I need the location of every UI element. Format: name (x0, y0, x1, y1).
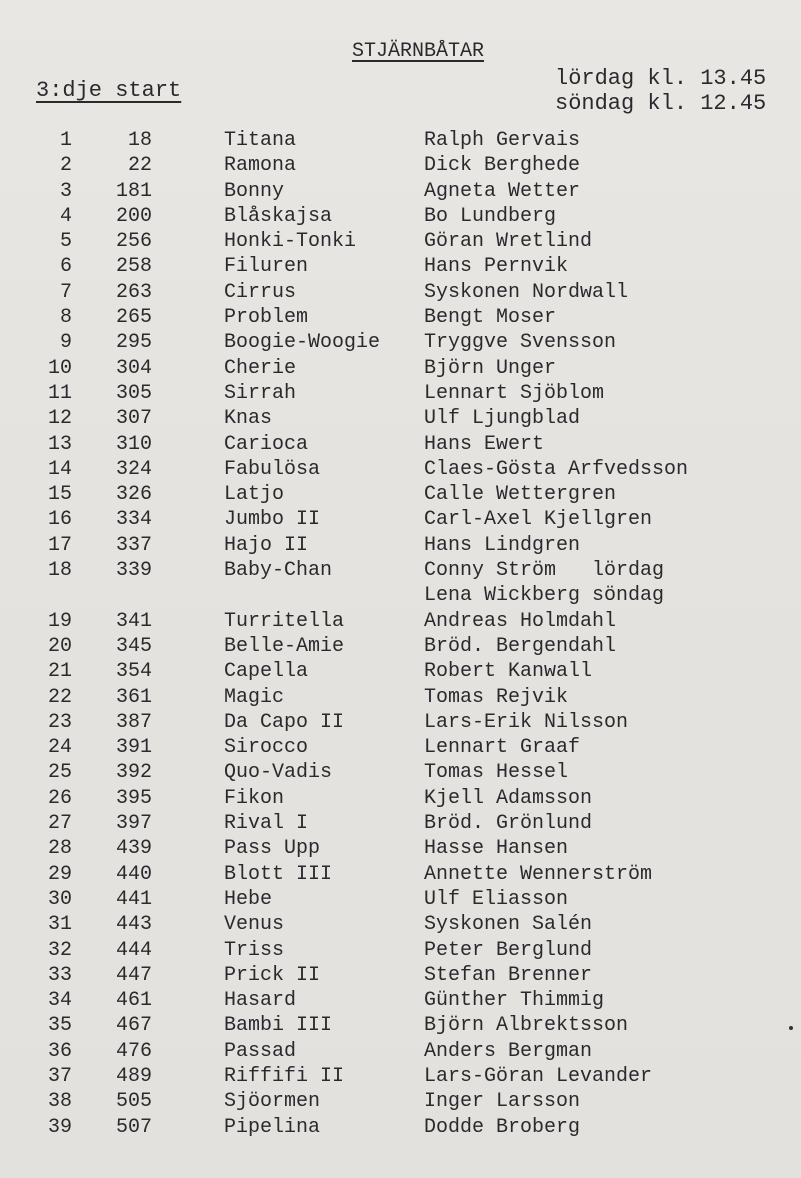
entry-boat-name: Bambi III (224, 1014, 333, 1038)
entry-sail-number: 18 (127, 129, 152, 152)
entry-position: 19 (47, 609, 72, 633)
entry-boat-name: Fabulösa (224, 457, 321, 481)
entry-skipper (424, 533, 580, 558)
entry-position: 28 (47, 837, 72, 861)
entry-position: 20 (47, 634, 72, 658)
entry-sail-number: 305 (115, 381, 152, 405)
entry-skipper (424, 887, 568, 912)
entry-skipper (424, 659, 592, 684)
entry-skipper (424, 179, 580, 204)
entry-boat-name: Ramona (224, 154, 297, 178)
entry-boat-name: Belle-Amie (224, 634, 345, 658)
entry-sail-number: 391 (115, 736, 152, 760)
list-item (0, 760, 801, 785)
entry-skipper-line: Ulf Eliasson (424, 887, 569, 911)
entry-sail-number: 441 (115, 887, 152, 911)
entry-boat-name: Magic (224, 685, 285, 709)
entry-position: 17 (47, 533, 72, 557)
entry-sail-number: 200 (115, 204, 152, 228)
entry-skipper-line: Hans Pernvik (424, 255, 569, 279)
entry-position: 21 (47, 660, 72, 684)
entry-skipper-line: Stefan Brenner (424, 963, 593, 987)
list-item (0, 128, 801, 153)
entry-boat-name: Baby-Chan (224, 559, 333, 583)
entry-sail-number: 392 (115, 761, 152, 785)
entry-sail-number: 395 (115, 786, 152, 810)
entry-position: 14 (47, 457, 72, 481)
list-item (0, 862, 801, 887)
entry-skipper-line: Hans Lindgren (424, 533, 581, 557)
entry-skipper-line: Syskonen Nordwall (424, 280, 629, 304)
entry-sail-number: 444 (115, 938, 152, 962)
list-item (0, 836, 801, 861)
entry-position: 4 (59, 204, 72, 228)
list-item (0, 432, 801, 457)
entry-skipper (424, 862, 652, 887)
entry-boat-name: Triss (224, 938, 285, 962)
entry-skipper-line: Ralph Gervais (424, 129, 581, 152)
entry-skipper-line: Agneta Wetter (424, 179, 581, 203)
entry-skipper (424, 381, 604, 406)
entry-sail-number: 310 (115, 432, 152, 456)
entry-position: 29 (47, 862, 72, 886)
entry-position: 27 (47, 812, 72, 836)
entry-position: 12 (47, 407, 72, 431)
schedule-line-saturday: lördag kl. 13.45 (555, 66, 767, 91)
entry-sail-number: 443 (115, 913, 152, 937)
entry-boat-name: Quo-Vadis (224, 761, 333, 785)
list-item (0, 710, 801, 735)
entry-position: 23 (47, 710, 72, 734)
entry-skipper-line: Bröd. Bergendahl (424, 634, 617, 658)
entry-position: 33 (47, 963, 72, 987)
list-item (0, 507, 801, 532)
entry-boat-name: Knas (224, 407, 273, 431)
entry-skipper (424, 507, 652, 532)
list-item (0, 963, 801, 988)
list-item (0, 1115, 801, 1140)
entry-position: 15 (47, 483, 72, 507)
schedule-line-sunday: söndag kl. 12.45 (555, 91, 767, 116)
entry-skipper (424, 786, 592, 811)
entry-skipper (424, 685, 568, 710)
entry-position: 34 (47, 989, 72, 1013)
entry-skipper-line: Bengt Moser (424, 306, 557, 330)
entry-position: 2 (59, 154, 72, 178)
entry-position: 13 (47, 432, 72, 456)
entry-boat-name: Carioca (224, 432, 309, 456)
entry-position: 11 (47, 381, 72, 405)
entry-skipper (424, 254, 568, 279)
list-item (0, 356, 801, 381)
entry-boat-name: Turritella (224, 609, 345, 633)
entry-skipper (424, 609, 616, 634)
entry-skipper (424, 1089, 580, 1114)
entry-sail-number: 326 (115, 483, 152, 507)
entry-skipper (424, 280, 628, 305)
entry-skipper (424, 432, 544, 457)
paper-speck (789, 1026, 793, 1030)
entry-position: 39 (47, 1115, 72, 1139)
entry-position: 16 (47, 508, 72, 532)
entry-skipper-line: Lennart Sjöblom (424, 381, 605, 405)
entry-position: 1 (59, 129, 72, 152)
entry-boat-name: Da Capo II (224, 710, 345, 734)
entry-boat-name: Hasard (224, 989, 297, 1013)
entry-position: 22 (47, 685, 72, 709)
entry-boat-name: Sjöormen (224, 1090, 321, 1114)
list-item (0, 457, 801, 482)
entry-skipper-line: Dick Berghede (424, 154, 581, 178)
entry-sail-number: 22 (127, 154, 152, 178)
entry-position: 9 (59, 331, 72, 355)
entry-sail-number: 387 (115, 710, 152, 734)
list-item (0, 330, 801, 355)
entry-skipper-line: Tryggve Svensson (424, 331, 617, 355)
entry-skipper-line: Günther Thimmig (424, 989, 605, 1013)
entry-boat-name: Pass Upp (224, 837, 321, 861)
entry-skipper (424, 330, 616, 355)
entry-boat-name: Cirrus (224, 280, 297, 304)
entry-skipper (424, 1115, 580, 1140)
entry-skipper-line: Björn Albrektsson (424, 1014, 629, 1038)
page-title: STJÄRNBÅTAR (352, 40, 485, 63)
entry-sail-number: 341 (115, 609, 152, 633)
entry-position: 31 (47, 913, 72, 937)
entry-position: 37 (47, 1064, 72, 1088)
entry-skipper (424, 938, 592, 963)
entry-list (0, 128, 801, 1140)
entry-skipper-line: Tomas Hessel (424, 761, 569, 785)
entry-skipper-line: Lars-Göran Levander (424, 1064, 653, 1088)
list-item (0, 558, 801, 609)
entry-skipper-line: Lars-Erik Nilsson (424, 710, 629, 734)
entry-skipper-line: Annette Wennerström (424, 862, 653, 886)
entry-boat-name: Problem (224, 306, 309, 330)
entry-skipper-line: Dodde Broberg (424, 1115, 581, 1139)
entry-boat-name: Boogie-Woogie (224, 331, 381, 355)
entry-position: 5 (59, 230, 72, 254)
list-item (0, 406, 801, 431)
entry-skipper-line: Lennart Graaf (424, 736, 581, 760)
entry-skipper (424, 735, 580, 760)
list-item (0, 912, 801, 937)
entry-boat-name: Rival I (224, 812, 309, 836)
list-item (0, 1039, 801, 1064)
entry-sail-number: 256 (115, 230, 152, 254)
entry-skipper (424, 912, 592, 937)
entry-sail-number: 258 (115, 255, 152, 279)
entry-sail-number: 304 (115, 356, 152, 380)
entry-boat-name: Passad (224, 1039, 297, 1063)
entry-skipper (424, 1039, 592, 1064)
entry-sail-number: 447 (115, 963, 152, 987)
entry-sail-number: 489 (115, 1064, 152, 1088)
entry-position: 35 (47, 1014, 72, 1038)
entry-boat-name: Latjo (224, 483, 285, 507)
list-item (0, 482, 801, 507)
entry-skipper-line: Hans Ewert (424, 432, 545, 456)
entry-skipper-line: Bröd. Grönlund (424, 812, 593, 836)
entry-skipper-line: Kjell Adamsson (424, 786, 593, 810)
entry-position: 7 (59, 280, 72, 304)
list-item (0, 305, 801, 330)
entry-skipper-line: Robert Kanwall (424, 660, 593, 684)
entry-skipper (424, 760, 568, 785)
list-item (0, 659, 801, 684)
entry-boat-name: Fikon (224, 786, 285, 810)
entry-skipper (424, 482, 616, 507)
start-label: 3:dje start (36, 78, 182, 103)
list-item (0, 280, 801, 305)
list-item (0, 153, 801, 178)
entry-skipper-line: Björn Unger (424, 356, 557, 380)
entry-boat-name: Jumbo II (224, 508, 321, 532)
entry-position: 3 (59, 179, 72, 203)
entry-skipper (424, 558, 664, 608)
entry-sail-number: 361 (115, 685, 152, 709)
list-item (0, 1064, 801, 1089)
entry-skipper (424, 836, 568, 861)
entry-skipper-line: Conny Ström lördag (424, 559, 665, 583)
entry-position: 8 (59, 306, 72, 330)
entry-position: 26 (47, 786, 72, 810)
entry-sail-number: 476 (115, 1039, 152, 1063)
list-item (0, 533, 801, 558)
list-item (0, 179, 801, 204)
entry-position: 6 (59, 255, 72, 279)
entry-sail-number: 345 (115, 634, 152, 658)
entry-sail-number: 354 (115, 660, 152, 684)
list-item (0, 811, 801, 836)
entry-position: 10 (47, 356, 72, 380)
entry-skipper (424, 710, 628, 735)
entry-sail-number: 265 (115, 306, 152, 330)
entry-boat-name: Hajo II (224, 533, 309, 557)
entry-skipper (424, 204, 556, 229)
entry-skipper-line: Calle Wettergren (424, 483, 617, 507)
entry-sail-number: 467 (115, 1014, 152, 1038)
entry-skipper (424, 634, 616, 659)
entry-sail-number: 397 (115, 812, 152, 836)
list-item (0, 609, 801, 634)
entry-skipper-line: Inger Larsson (424, 1090, 581, 1114)
entry-position: 25 (47, 761, 72, 785)
entry-boat-name: Riffifi II (224, 1064, 345, 1088)
list-item (0, 254, 801, 279)
entry-boat-name: Pipelina (224, 1115, 321, 1139)
entry-skipper (424, 963, 592, 988)
entry-position: 30 (47, 887, 72, 911)
entry-skipper (424, 229, 592, 254)
list-item (0, 1013, 801, 1038)
entry-sail-number: 339 (115, 559, 152, 583)
entry-boat-name: Cherie (224, 356, 297, 380)
entry-boat-name: Titana (224, 129, 297, 152)
entry-boat-name: Filuren (224, 255, 309, 279)
entry-skipper (424, 457, 688, 482)
entry-sail-number: 181 (115, 179, 152, 203)
list-item (0, 229, 801, 254)
entry-skipper-line: Ulf Ljungblad (424, 407, 581, 431)
entry-boat-name: Honki-Tonki (224, 230, 357, 254)
entry-skipper-line: Anders Bergman (424, 1039, 593, 1063)
start-schedule (555, 66, 766, 116)
entry-boat-name: Sirrah (224, 381, 297, 405)
entry-skipper (424, 811, 592, 836)
entry-sail-number: 324 (115, 457, 152, 481)
entry-boat-name: Hebe (224, 887, 273, 911)
entry-skipper-line: Göran Wretlind (424, 230, 593, 254)
list-item (0, 381, 801, 406)
entry-skipper (424, 1013, 628, 1038)
list-item (0, 634, 801, 659)
entry-sail-number: 507 (115, 1115, 152, 1139)
entry-boat-name: Sirocco (224, 736, 309, 760)
list-item (0, 988, 801, 1013)
list-item (0, 685, 801, 710)
entry-sail-number: 439 (115, 837, 152, 861)
list-item (0, 1089, 801, 1114)
list-item (0, 204, 801, 229)
entry-skipper-line: Hasse Hansen (424, 837, 569, 861)
entry-sail-number: 263 (115, 280, 152, 304)
entry-boat-name: Capella (224, 660, 309, 684)
entry-position: 38 (47, 1090, 72, 1114)
entry-sail-number: 295 (115, 331, 152, 355)
entry-skipper (424, 305, 556, 330)
entry-boat-name: Blott III (224, 862, 333, 886)
entry-sail-number: 334 (115, 508, 152, 532)
entry-boat-name: Prick II (224, 963, 321, 987)
list-item (0, 938, 801, 963)
entry-skipper-line: Andreas Holmdahl (424, 609, 617, 633)
entry-skipper (424, 1064, 652, 1089)
entry-skipper (424, 356, 556, 381)
list-item (0, 887, 801, 912)
entry-position: 24 (47, 736, 72, 760)
entry-skipper-line: Peter Berglund (424, 938, 593, 962)
entry-skipper-line: Lena Wickberg söndag (424, 584, 665, 608)
entry-position: 32 (47, 938, 72, 962)
entry-skipper-line: Tomas Rejvik (424, 685, 569, 709)
entry-position: 36 (47, 1039, 72, 1063)
entry-boat-name: Venus (224, 913, 285, 937)
entry-sail-number: 337 (115, 533, 152, 557)
entry-boat-name: Bonny (224, 179, 285, 203)
entry-skipper-line: Carl-Axel Kjellgren (424, 508, 653, 532)
list-item (0, 786, 801, 811)
entry-skipper (424, 128, 580, 153)
entry-boat-name: Blåskajsa (224, 204, 333, 228)
entry-skipper-line: Claes-Gösta Arfvedsson (424, 457, 689, 481)
list-item (0, 735, 801, 760)
entry-skipper (424, 406, 580, 431)
entry-sail-number: 505 (115, 1090, 152, 1114)
entry-sail-number: 440 (115, 862, 152, 886)
entry-sail-number: 307 (115, 407, 152, 431)
entry-skipper (424, 988, 604, 1013)
entry-skipper (424, 153, 580, 178)
entry-skipper-line: Syskonen Salén (424, 913, 593, 937)
entry-skipper-line: Bo Lundberg (424, 204, 557, 228)
entry-sail-number: 461 (115, 989, 152, 1013)
entry-position: 18 (47, 559, 72, 583)
